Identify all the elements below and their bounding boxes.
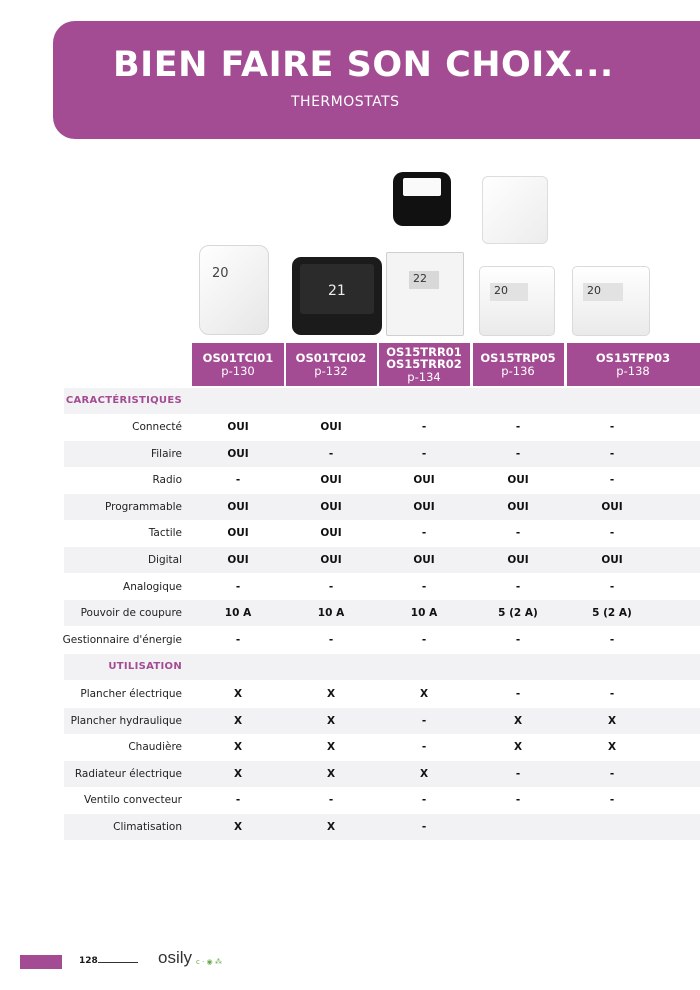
footer-divider [98, 962, 138, 963]
product-model: OS01TCI02 [295, 351, 367, 366]
product-image-os15trp05 [479, 266, 555, 336]
table-cell: 5 (2 A) [592, 607, 632, 620]
product-model: OS15TRR01 [386, 345, 462, 360]
table-row [64, 627, 700, 653]
table-cell: - [609, 767, 615, 780]
row-label: Connecté [132, 421, 182, 433]
table-cell: OUI [601, 554, 623, 566]
table-cell: - [515, 633, 521, 646]
brand-logo: osily [158, 948, 193, 967]
product-header-cell [192, 343, 284, 386]
table-cell: - [515, 527, 521, 540]
table-cell: - [328, 447, 334, 460]
table-cell: OUI [507, 500, 529, 513]
table-cell [472, 814, 564, 840]
product-model: OS15TRR02 [386, 357, 462, 372]
row-label: Chaudière [128, 741, 182, 754]
product-page-ref: p-132 [314, 363, 348, 378]
row-label: Plancher hydraulique [70, 714, 182, 727]
table-cell: OUI [413, 554, 435, 566]
table-cell: OUI [320, 527, 342, 540]
table-cell: - [421, 580, 427, 593]
section-heading: UTILISATION [108, 661, 182, 672]
table-cell: OUI [227, 447, 249, 460]
header-separator [472, 343, 473, 386]
table-cell: - [328, 633, 334, 646]
table-row [64, 787, 700, 813]
table-row [64, 467, 700, 493]
table-cell: X [513, 741, 523, 754]
table-cell: X [233, 767, 243, 780]
product-header-cell [378, 343, 470, 386]
table-cell: X [607, 741, 617, 754]
header-separator [566, 343, 567, 386]
row-label: Radio [152, 474, 182, 487]
table-cell: X [233, 688, 243, 700]
table-cell: - [609, 633, 615, 646]
table-cell: X [326, 688, 336, 700]
table-cell: X [419, 767, 429, 780]
table-row [64, 708, 700, 734]
table-row [64, 734, 700, 760]
table-cell: - [235, 580, 241, 593]
device-display: 20 [587, 284, 601, 297]
table-cell: - [515, 688, 521, 700]
table-row [64, 814, 700, 840]
device-display: 20 [212, 266, 229, 281]
page-subtitle: THERMOSTATS [291, 94, 400, 110]
row-label: Gestionnaire d'énergie [62, 633, 182, 646]
table-row [64, 520, 700, 546]
table-cell: - [609, 447, 615, 460]
product-image-os15trr [386, 252, 464, 336]
table-cell: - [609, 421, 615, 433]
table-row [64, 494, 700, 520]
table-row [64, 574, 700, 600]
product-page-ref: p-134 [407, 369, 441, 384]
table-cell: OUI [320, 500, 342, 513]
brand-logo-suffix: c · ◉ ⁂ [196, 958, 222, 966]
table-cell: X [233, 741, 243, 754]
table-cell: X [607, 714, 617, 727]
table-cell: - [235, 633, 241, 646]
product-model: OS15TFP03 [595, 351, 671, 366]
table-cell: - [235, 794, 241, 807]
table-cell: - [421, 633, 427, 646]
footer-accent-bar [20, 955, 62, 969]
table-cell: OUI [507, 554, 529, 566]
table-cell: OUI [227, 554, 249, 566]
table-cell: OUI [320, 474, 342, 487]
table-cell: X [233, 821, 243, 833]
table-row [64, 414, 700, 440]
product-header-cell [472, 343, 564, 386]
table-cell: X [419, 688, 429, 700]
table-cell: - [515, 447, 521, 460]
table-cell: - [515, 421, 521, 433]
header-separator [378, 343, 379, 386]
table-cell: X [326, 714, 336, 727]
table-cell: - [609, 794, 615, 807]
table-cell: 10 A [224, 607, 252, 620]
table-cell: - [421, 741, 427, 754]
table-cell: X [326, 741, 336, 754]
product-model: OS01TCI01 [202, 351, 274, 366]
product-page-ref: p-130 [221, 363, 255, 378]
table-cell: - [609, 474, 615, 487]
table-cell: - [515, 767, 521, 780]
table-cell: X [326, 821, 336, 833]
device-display: 22 [413, 272, 427, 285]
row-label: Programmable [104, 500, 182, 513]
table-cell: - [421, 821, 427, 833]
table-row [64, 761, 700, 787]
table-cell: - [328, 580, 334, 593]
row-label: Radiateur électrique [74, 767, 182, 780]
table-cell: OUI [227, 421, 249, 433]
table-cell: - [328, 794, 334, 807]
row-label: Tactile [148, 527, 182, 540]
table-cell: OUI [227, 500, 249, 513]
table-cell: - [515, 580, 521, 593]
table-cell: X [233, 714, 243, 727]
table-cell: 5 (2 A) [498, 607, 538, 620]
table-cell: - [421, 527, 427, 540]
table-row [64, 681, 700, 707]
table-cell: 10 A [410, 607, 438, 620]
page-title: BIEN FAIRE SON CHOIX... [113, 45, 614, 85]
table-cell: OUI [413, 500, 435, 513]
product-model: OS15TRP05 [480, 351, 556, 366]
section-heading: CARACTÉRISTIQUES [65, 395, 182, 406]
table-cell: OUI [507, 474, 529, 487]
table-cell: OUI [320, 421, 342, 433]
product-image-receiver-box [482, 176, 548, 244]
product-header-cell [566, 343, 700, 386]
table-cell: OUI [320, 554, 342, 566]
device-display: 21 [328, 283, 346, 299]
table-cell: - [421, 421, 427, 433]
table-cell [566, 814, 658, 840]
product-page-ref: p-138 [616, 363, 650, 378]
table-cell: - [421, 794, 427, 807]
table-cell: - [421, 447, 427, 460]
product-image-os01tci02 [292, 257, 382, 335]
row-label: Plancher électrique [80, 688, 182, 700]
product-header-cell [285, 343, 377, 386]
device-display: 20 [494, 284, 508, 297]
table-row [64, 547, 700, 573]
table-cell: OUI [227, 527, 249, 540]
row-label: Ventilo convecteur [83, 794, 182, 807]
table-cell: OUI [413, 474, 435, 487]
table-cell: - [235, 474, 241, 487]
row-label: Filaire [150, 447, 182, 460]
product-page-ref: p-136 [501, 363, 535, 378]
product-image-receiver-module [393, 172, 451, 226]
table-cell: X [326, 767, 336, 780]
table-row [64, 441, 700, 467]
table-cell: 10 A [317, 607, 345, 620]
page-number: 128 [79, 956, 98, 966]
row-label: Digital [147, 554, 182, 566]
product-image-os15tfp03 [572, 266, 650, 336]
table-cell: - [609, 580, 615, 593]
product-image-os01tci01 [199, 245, 269, 335]
row-label: Climatisation [113, 821, 182, 833]
table-cell: - [609, 527, 615, 540]
row-label: Pouvoir de coupure [80, 607, 182, 620]
row-label: Analogique [123, 580, 182, 593]
table-cell: - [421, 714, 427, 727]
table-row [64, 600, 700, 626]
table-cell: - [609, 688, 615, 700]
table-cell: - [515, 794, 521, 807]
header-separator [285, 343, 286, 386]
table-cell: OUI [601, 500, 623, 513]
table-cell: X [513, 714, 523, 727]
